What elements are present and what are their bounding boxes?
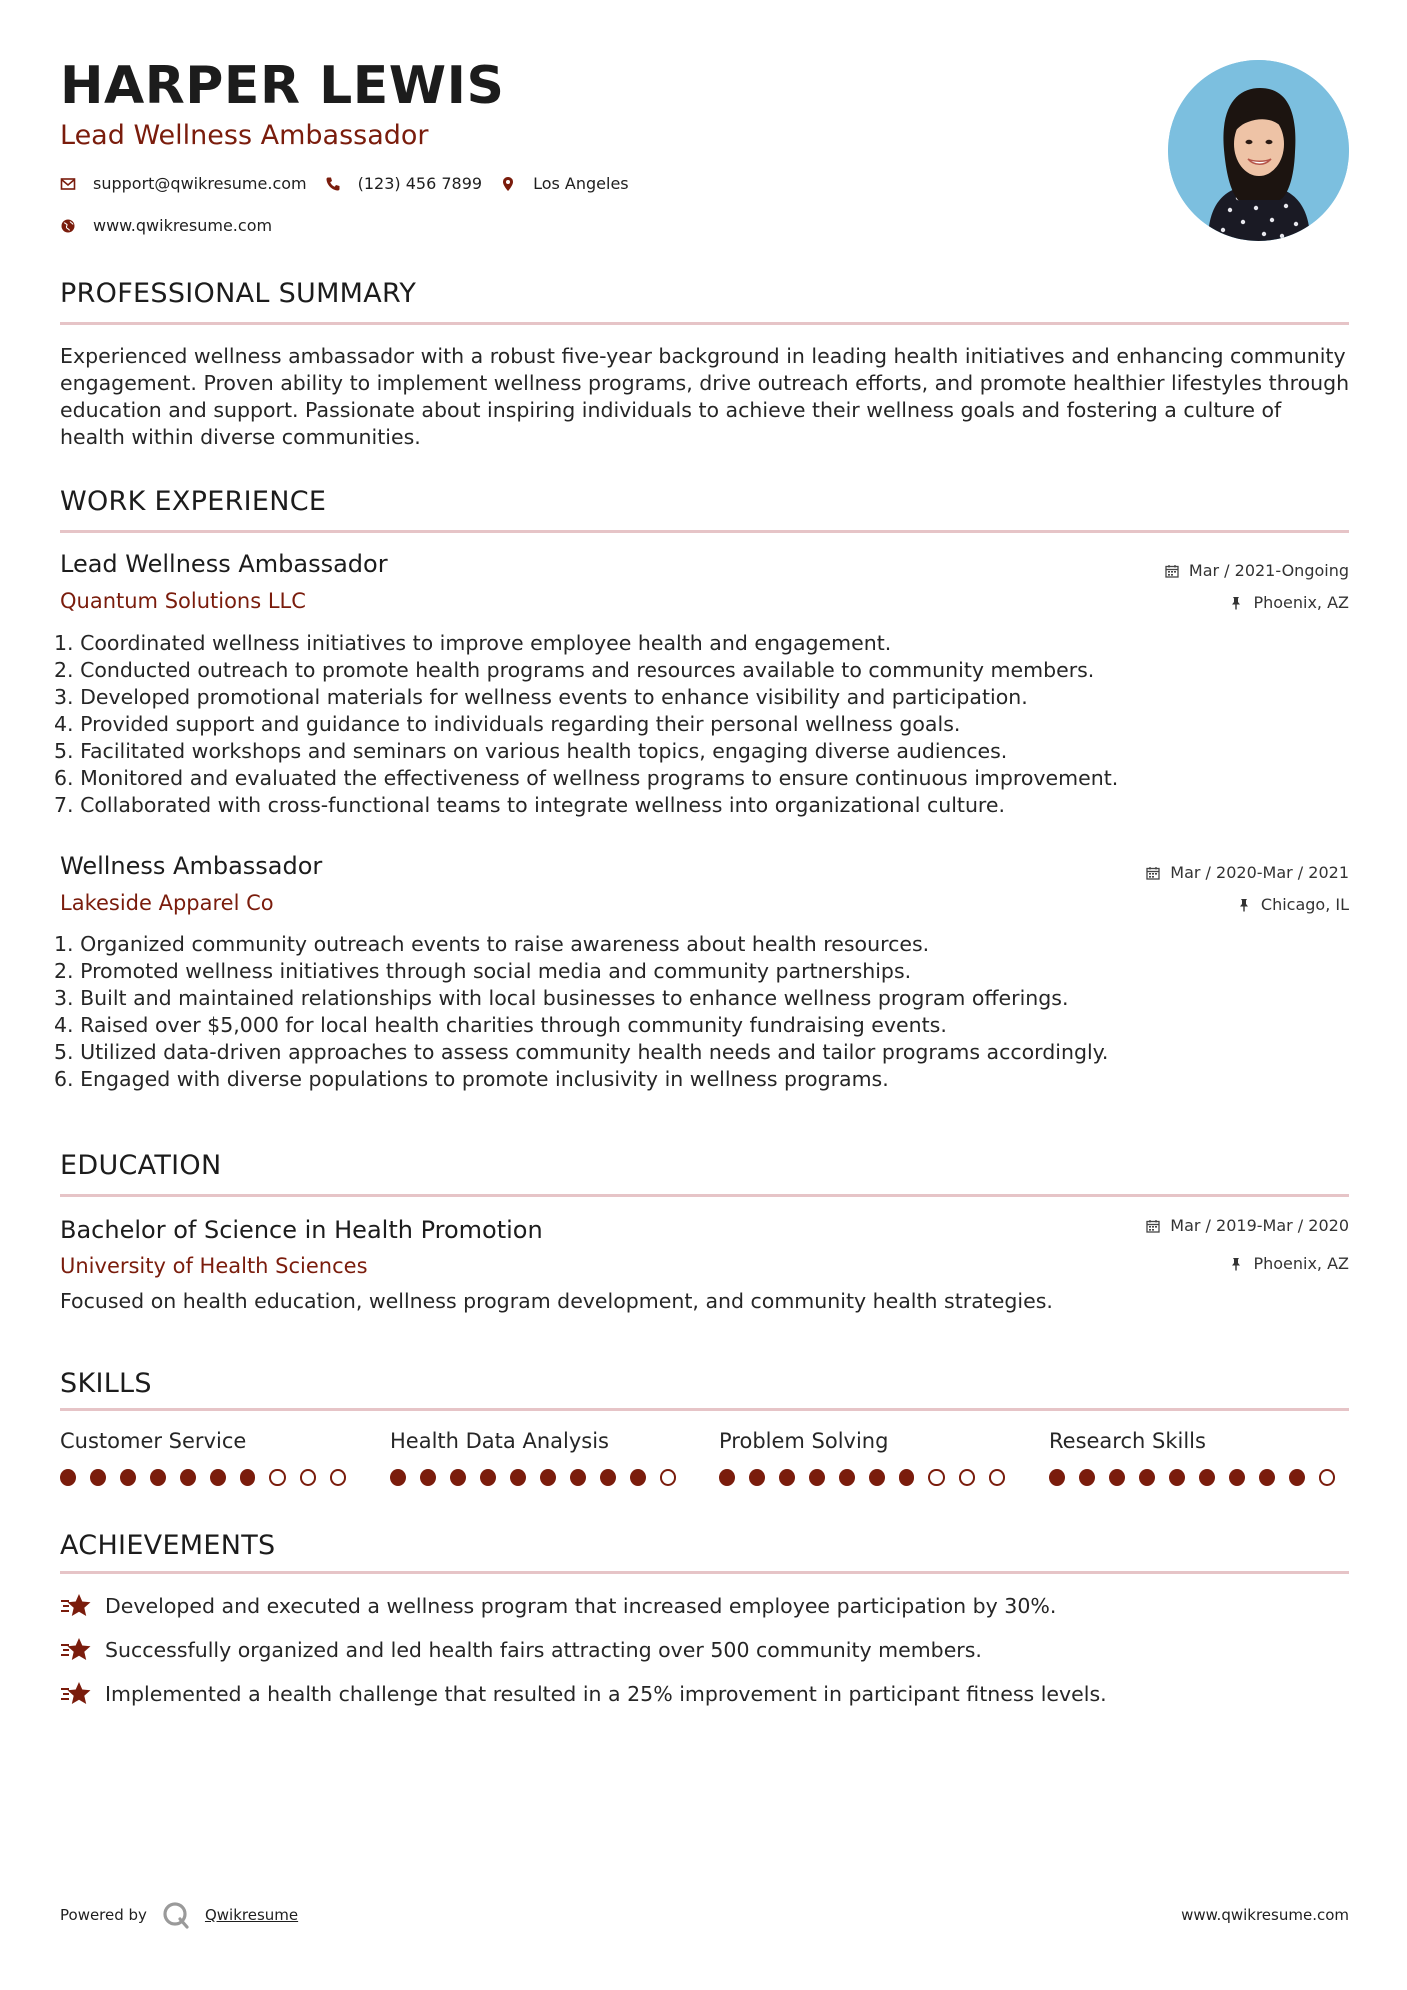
contact-row-primary [60,174,647,193]
achievement-item [60,1592,1056,1620]
skill-dot-empty [300,1469,316,1486]
job-dates [1146,863,1349,882]
section-divider [60,322,1349,325]
skill-item [719,1429,1019,1486]
skill-dot-filled [540,1469,556,1486]
achievement-item [60,1680,1107,1708]
list-item: 5. Facilitated workshops and seminars on various health topics, engaging diverse audiences. [54,739,1008,763]
skill-item [60,1429,360,1486]
job-dates-text: Mar / 2021-Ongoing [1188,561,1349,580]
contact-location [500,174,629,193]
summary-text: Experienced wellness ambassador with a robust five-year background in leading health initiatives and enhancing community engagement. Proven ability to implement wellness programs, drive outreach efforts, and promote healthier lifestyles through education and support. Passionate about inspiring individuals to achieve their wellness goals and fostering a culture of health within diverse communities. [60,344,1350,449]
education-dates-text: Mar / 2019-Mar / 2020 [1170,1216,1349,1235]
skill-dot-filled [779,1469,795,1486]
list-item: 4. Raised over $5,000 for local health charities through community fundraising events. [54,1013,947,1037]
list-item: 4. Provided support and guidance to individuals regarding their personal wellness goals. [54,712,961,736]
list-item: 2. Conducted outreach to promote health programs and resources available to community members. [54,658,1095,682]
achievement-text: Successfully organized and led health fairs attracting over 500 community members. [105,1638,982,1662]
skill-dot-empty [330,1469,346,1486]
skill-dot-filled [839,1469,855,1486]
contact-phone[interactable] [325,174,482,193]
profile-photo [1168,60,1349,241]
envelope-icon [60,176,76,192]
skill-dot-filled [120,1469,136,1486]
star-award-icon [60,1636,92,1664]
skill-dot-filled [420,1469,436,1486]
pushpin-icon [1229,1257,1243,1271]
skill-dot-filled [1229,1469,1245,1486]
skill-dot-filled [1049,1469,1065,1486]
skill-dot-filled [1139,1469,1155,1486]
skill-dot-filled [719,1469,735,1486]
skill-dot-filled [180,1469,196,1486]
skill-dot-filled [1289,1469,1305,1486]
skill-item [1049,1429,1349,1486]
list-item: 2. Promoted wellness initiatives through social media and community partnerships. [54,959,912,983]
education-dates [1146,1216,1349,1235]
skill-dot-filled [1259,1469,1275,1486]
list-item: 1. Organized community outreach events to raise awareness about health resources. [54,932,930,956]
skill-dot-filled [630,1469,646,1486]
pushpin-icon [1229,596,1243,610]
section-divider [60,1408,1349,1411]
company-name: Lakeside Apparel Co [60,891,274,915]
skill-dot-empty [660,1469,676,1486]
footer-website-link[interactable]: www.qwikresume.com [1181,1906,1349,1924]
section-divider [60,530,1349,533]
achievement-text: Developed and executed a wellness program that increased employee participation by 30%. [105,1594,1057,1618]
section-divider [60,1194,1349,1197]
job-location [1229,593,1349,612]
job-dates-text: Mar / 2020-Mar / 2021 [1170,863,1349,882]
section-divider [60,1571,1349,1574]
star-award-icon [60,1592,92,1620]
skill-dot-filled [480,1469,496,1486]
list-item: 6. Monitored and evaluated the effectiveness of wellness programs to ensure continuous improvement. [54,766,1119,790]
list-item: 3. Developed promotional materials for wellness events to enhance visibility and participation. [54,685,1028,709]
skill-rating [390,1469,690,1486]
job-bullets [54,931,1294,1093]
email-text: support@qwikresume.com [93,174,307,193]
skill-dot-empty [959,1469,975,1486]
candidate-name: HARPER LEWIS [60,56,505,116]
globe-icon [60,218,76,234]
job-bullets [54,630,1294,819]
powered-by-text: Powered by [60,1906,147,1924]
skill-dot-filled [809,1469,825,1486]
skill-dot-filled [510,1469,526,1486]
calendar-icon [1146,1219,1160,1233]
school-name: University of Health Sciences [60,1254,368,1278]
skill-rating [719,1469,1019,1486]
skill-dot-filled [1109,1469,1125,1486]
job-title: Wellness Ambassador [60,852,323,880]
skill-dot-filled [1079,1469,1095,1486]
phone-text: (123) 456 7899 [357,174,483,193]
skill-dot-empty [1319,1469,1335,1486]
calendar-icon [1165,564,1179,578]
candidate-role: Lead Wellness Ambassador [60,120,429,151]
skill-dot-empty [269,1469,285,1486]
company-name: Quantum Solutions LLC [60,589,306,613]
skill-dot-filled [390,1469,406,1486]
skill-name: Problem Solving [719,1429,889,1453]
skill-rating [60,1469,360,1486]
experience-section-title: WORK EXPERIENCE [60,486,327,517]
pushpin-icon [1237,898,1251,912]
location-text: Los Angeles [533,174,629,193]
skill-dot-filled [90,1469,106,1486]
degree-title: Bachelor of Science in Health Promotion [60,1216,543,1244]
footer-powered-by [60,1900,298,1930]
skill-dot-filled [240,1469,256,1486]
qwikresume-logo-icon [161,1900,191,1930]
contact-row-secondary [60,216,290,235]
contact-email[interactable] [60,174,307,193]
skill-dot-empty [928,1469,944,1486]
summary-section-title: PROFESSIONAL SUMMARY [60,278,417,309]
calendar-icon [1146,866,1160,880]
skill-dot-filled [1199,1469,1215,1486]
education-description: Focused on health education, wellness program development, and community health strategies. [60,1289,1053,1313]
skill-dot-filled [60,1469,76,1486]
job-location-text: Chicago, IL [1260,895,1349,914]
list-item: 6. Engaged with diverse populations to promote inclusivity in wellness programs. [54,1067,889,1091]
skill-name: Health Data Analysis [390,1429,609,1453]
skill-dot-filled [1169,1469,1185,1486]
contact-website[interactable] [60,216,272,235]
job-title: Lead Wellness Ambassador [60,550,388,578]
skill-item [390,1429,690,1486]
achievements-section-title: ACHIEVEMENTS [60,1530,276,1561]
skill-dot-empty [989,1469,1005,1486]
skill-dot-filled [749,1469,765,1486]
skill-name: Customer Service [60,1429,247,1453]
education-section-title: EDUCATION [60,1150,222,1181]
list-item: 5. Utilized data-driven approaches to assess community health needs and tailor programs accordingly. [54,1040,1109,1064]
skills-section-title: SKILLS [60,1368,152,1399]
phone-icon [325,176,341,192]
job-location-text: Phoenix, AZ [1253,593,1349,612]
map-pin-icon [500,176,516,192]
skill-dot-filled [570,1469,586,1486]
skill-name: Research Skills [1049,1429,1206,1453]
achievement-text: Implemented a health challenge that resulted in a 25% improvement in participant fitness levels. [105,1682,1107,1706]
skill-dot-filled [600,1469,616,1486]
education-location-text: Phoenix, AZ [1253,1254,1349,1273]
skill-dot-filled [450,1469,466,1486]
achievement-item [60,1636,982,1664]
list-item: 3. Built and maintained relationships with local businesses to enhance wellness program offerings. [54,986,1069,1010]
job-dates [1165,561,1349,580]
star-award-icon [60,1680,92,1708]
footer-brand-link[interactable]: Qwikresume [204,1906,299,1924]
list-item: 7. Collaborated with cross-functional teams to integrate wellness into organizational culture. [54,793,1006,817]
education-location [1229,1254,1349,1273]
skill-dot-filled [150,1469,166,1486]
skill-dot-filled [899,1469,915,1486]
job-location [1237,895,1349,914]
skill-dot-filled [869,1469,885,1486]
skill-dot-filled [210,1469,226,1486]
skill-rating [1049,1469,1349,1486]
list-item: 1. Coordinated wellness initiatives to improve employee health and engagement. [54,631,892,655]
website-text: www.qwikresume.com [93,216,273,235]
